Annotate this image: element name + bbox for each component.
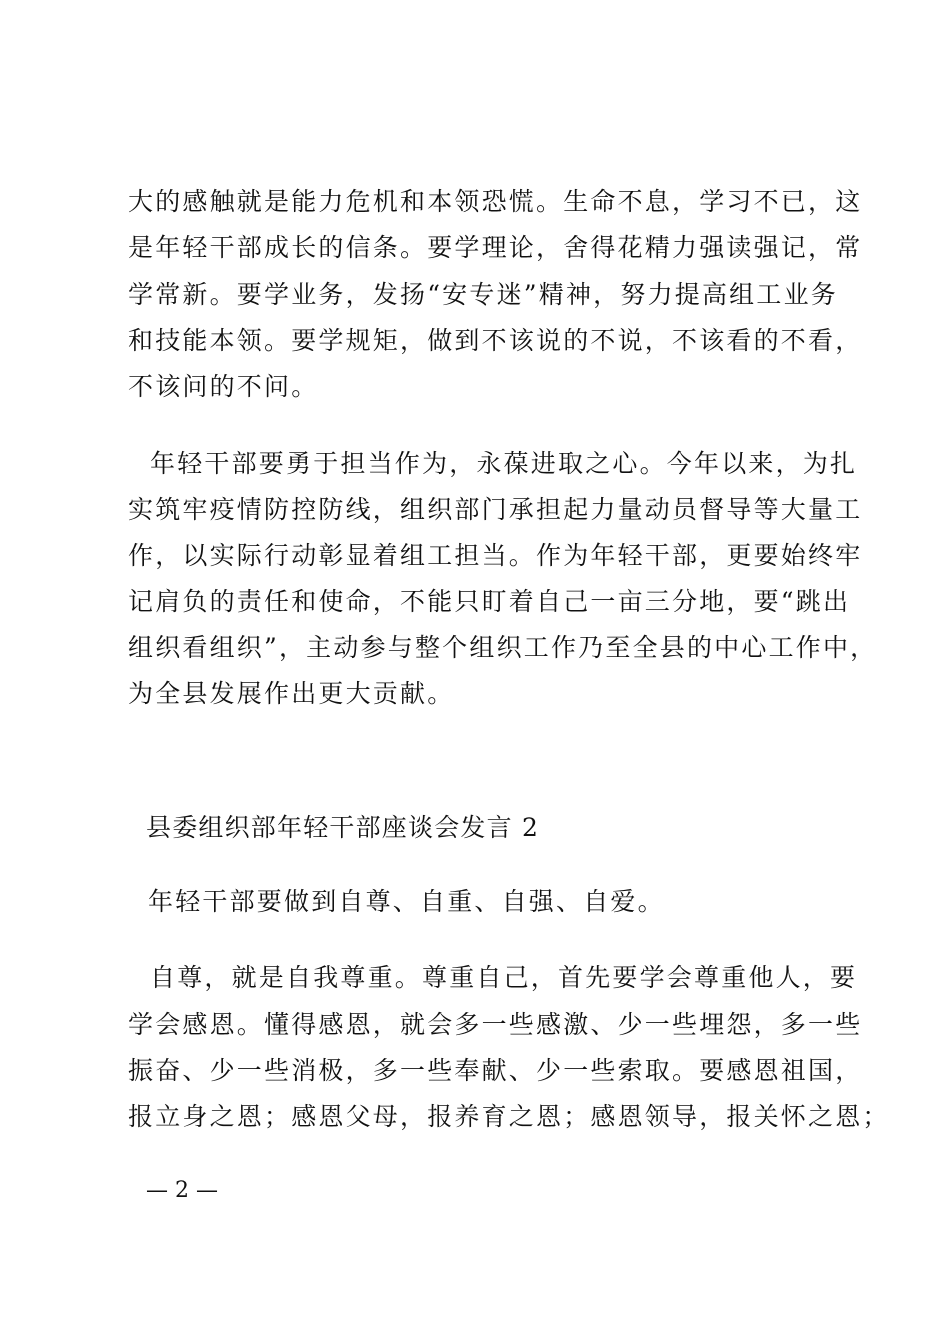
section-heading: 县委组织部年轻干部座谈会发言 2 (146, 813, 540, 842)
paragraph-line: 实筑牢疫情防控防线，组织部门承担起力量动员督导等大量工 (128, 495, 863, 524)
paragraph-line: 记肩负的责任和使命，不能只盯着自己一亩三分地，要“跳出 (128, 587, 851, 616)
paragraph-line: 报立身之恩；感恩父母，报养育之恩；感恩领导，报关怀之恩； (128, 1102, 890, 1131)
paragraph-line: 和技能本领。要学规矩，做到不该说的不说，不该看的不看， (128, 326, 863, 355)
paragraph-line: 组织看组织”，主动参与整个组织工作乃至全县的中心工作中， (128, 633, 878, 662)
paragraph-line: 为全县发展作出更大贡献。 (128, 679, 455, 708)
paragraph-line: 作，以实际行动彰显着组工担当。作为年轻干部，更要始终牢 (128, 541, 863, 570)
paragraph-line: 年轻干部要勇于担当作为，永葆进取之心。今年以来，为扎 (150, 449, 858, 478)
paragraph-line: 自尊，就是自我尊重。尊重自己，首先要学会尊重他人，要 (150, 963, 858, 992)
paragraph-line: 大的感触就是能力危机和本领恐慌。生命不息，学习不已，这 (128, 187, 863, 216)
paragraph-line: 年轻干部要做到自尊、自重、自强、自爱。 (148, 887, 665, 916)
paragraph-line: 学会感恩。懂得感恩，就会多一些感激、少一些埋怨，多一些 (128, 1010, 863, 1039)
paragraph-line: 振奋、少一些消极，多一些奉献、少一些索取。要感恩祖国， (128, 1056, 863, 1085)
paragraph-line: 学常新。要学业务，发扬“安专迷”精神，努力提高组工业务 (128, 280, 838, 309)
paragraph-line: 是年轻干部成长的信条。要学理论，舍得花精力强读强记，常 (128, 233, 863, 262)
paragraph-line: 不该问的不问。 (128, 372, 319, 401)
page-number: — 2 — (146, 1178, 218, 1203)
